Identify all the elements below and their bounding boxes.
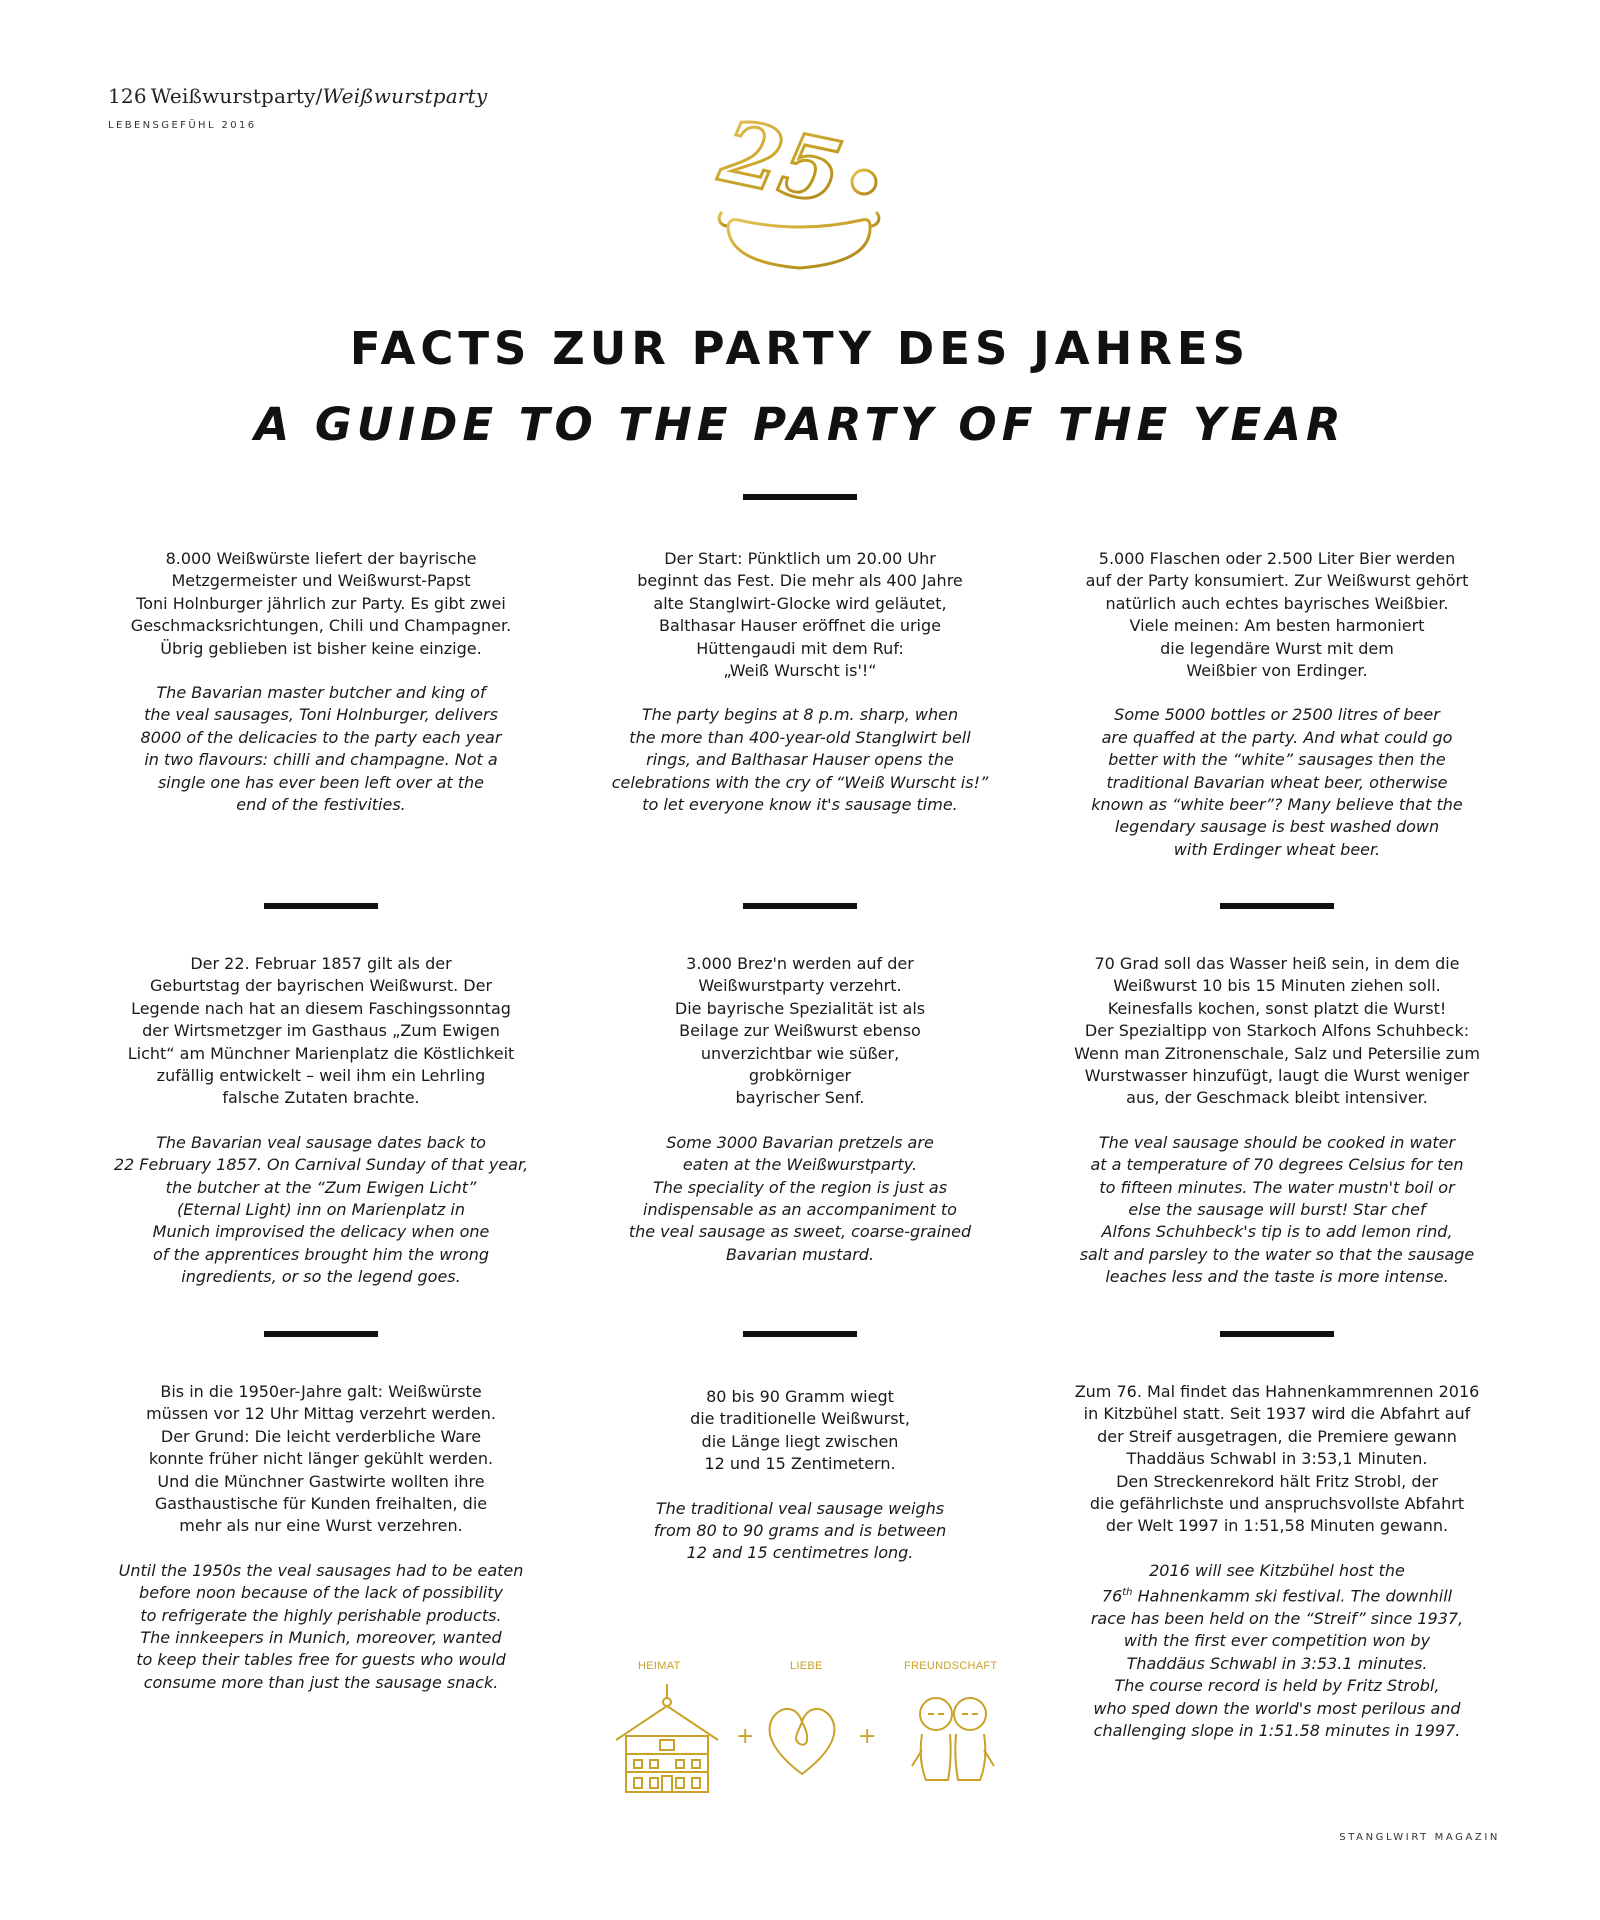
fact-block — [91, 953, 551, 1289]
page-title: FACTS ZUR PARTY DES JAHRES — [349, 322, 1251, 375]
separator: / — [315, 84, 323, 108]
page-subtitle: A GUIDE TO THE PARTY OF THE YEAR — [254, 398, 1346, 451]
running-head — [108, 84, 487, 108]
icon-label-freundschaft: FREUNDSCHAFT — [904, 1660, 998, 1672]
fact-text-en: Some 5000 bottles or 2500 litres of beer are quaffed at the party. And what could go better with the “white” sausages then the traditional Bavarian wheat beer, otherwise known as “white beer”? Many believe that the legendary sausage is best washed down with Erdinger wheat beer. — [1091, 705, 1463, 859]
fact-block — [570, 953, 1030, 1266]
fact-text-en-part: Hahnenkamm ski festival. The downhill race has been held on the “Streif” since 1937, with the first ever competition won by Thaddäus Schwabl in 3:53.1 minutes. The course record is held by Fritz Strobl, who sped down the world's most perilous and challenging slope in 1:51.58 minutes in 1997. — [1090, 1586, 1464, 1741]
fact-block — [570, 1386, 1030, 1565]
fact-block — [91, 548, 551, 816]
fact-block — [1047, 1381, 1507, 1742]
fact-text-en: The Bavarian master butcher and king of the veal sausages, Toni Holnburger, delivers 8000 of the delicacies to the party each year in two flavours: chilli and champagne. Not a single one has ever been left over at the end of the festivities. — [140, 683, 502, 815]
plus-sign: + — [858, 1724, 877, 1749]
row-divider — [1220, 903, 1334, 909]
fact-block — [1047, 953, 1507, 1289]
fact-text-de: 3.000 Brez'n werden auf der Weißwurstparty verzehrt. Die bayrische Spezialität ist als Beilage zur Weißwurst ebenso unverzichtbar wie süßer, grobkörniger bayrischer Senf. — [674, 954, 926, 1108]
fact-text-de: Zum 76. Mal findet das Hahnenkammrennen 2016 in Kitzbühel statt. Seit 1937 wird die Abfahrt auf der Streif ausgetragen, die Premiere gewann Thaddäus Schwabl in 3:53,1 Minuten. Den Streckenrekord hält Fritz Strobl, der die gefährlichste und anspruchsvollste Abfahrt der Welt 1997 in 1:51,58 Minuten gewann. — [1074, 1382, 1480, 1536]
fact-text-en: Some 3000 Bavarian pretzels are eaten at the Weißwurstparty. The speciality of the region is just as indispensable as an accompaniment to the veal sausage as sweet, coarse-grained Bavarian mustard. — [628, 1132, 972, 1264]
title-divider — [743, 494, 857, 500]
row-divider — [743, 903, 857, 909]
fact-text-de: 70 Grad soll das Wasser heiß sein, in dem die Weißwurst 10 bis 15 Minuten ziehen soll. Keinesfalls kochen, sonst platzt die Wurst! Der Spezialtipp von Starkoch Alfons Schuhbeck: Wenn man Zitronenschale, Salz und Petersilie zum Wurstwasser hinzufügt, laugt die Wurst weniger aus, der Geschmack bleibt intensiver. — [1074, 954, 1480, 1108]
two-friends-icon — [908, 1690, 998, 1790]
section-en: Weißwurstparty — [322, 84, 488, 108]
fact-text-en: The traditional veal sausage weighs from 80 to 90 grams and is between 12 and 15 centimetres long. — [653, 1498, 947, 1563]
row-divider — [264, 1331, 378, 1337]
page-header — [108, 84, 487, 131]
fact-text-de: 8.000 Weißwürste liefert der bayrische Metzgermeister und Weißwurst-Papst Toni Holnburger jährlich zur Party. Es gibt zwei Geschmacksrichtungen, Chili und Champagner. Übrig geblieben ist bisher keine einzige. — [130, 549, 512, 658]
row-divider — [264, 903, 378, 909]
fact-text-de: 80 bis 90 Gramm wiegt die traditionelle Weißwurst, die Länge liegt zwischen 12 und 15 Zentimetern. — [690, 1387, 910, 1474]
farmhouse-icon — [612, 1680, 722, 1796]
issue-subline: LEBENSGEFÜHL 2016 — [108, 120, 257, 131]
fact-text-de: Der Start: Pünktlich um 20.00 Uhr beginnt das Fest. Die mehr als 400 Jahre alte Stanglwirt-Glocke wird geläutet, Balthasar Hauser eröffnet die urige Hüttengaudi mit dem Ruf: „Weiß Wurscht is'!“ — [637, 549, 963, 681]
logo-number: 25 — [712, 100, 851, 225]
fact-text-de: Der 22. Februar 1857 gilt als der Geburtstag der bayrischen Weißwurst. Der Legende nach hat an diesem Faschingssonntag der Wirtsmetzger im Gasthaus „Zum Ewigen Licht“ am Münchner Marienplatz die Köstlichkeit zufällig entwickelt – weil ihm ein Lehrling falsche Zutaten brachte. — [127, 954, 515, 1108]
values-icons — [612, 1660, 1012, 1810]
row-divider — [743, 1331, 857, 1337]
heart-icon — [762, 1700, 842, 1780]
magazine-footer: STANGLWIRT MAGAZIN — [1339, 1832, 1500, 1843]
fact-text-en: The party begins at 8 p.m. sharp, when the more than 400-year-old Stanglwirt bell rings, and Balthasar Hauser opens the celebrations with the cry of “Weiß Wurscht is!” to let everyone know it's sausage time. — [611, 705, 989, 815]
fact-block — [91, 1381, 551, 1694]
row-divider — [1220, 1331, 1334, 1337]
fact-text-de: Bis in die 1950er-Jahre galt: Weißwürste müssen vor 12 Uhr Mittag verzehrt werden. Der Grund: Die leicht verderbliche Ware konnte früher nicht länger gekühlt werden. Und die Münchner Gastwirte wollten ihre Gasthaustische für Kunden freihalten, die mehr als nur eine Wurst verzehren. — [146, 1382, 496, 1536]
plus-sign: + — [736, 1724, 755, 1749]
ordinal-suffix: th — [1122, 1587, 1133, 1599]
page-number: 126 — [108, 84, 147, 108]
fact-text-de: 5.000 Flaschen oder 2.500 Liter Bier werden auf der Party konsumiert. Zur Weißwurst gehört natürlich auch echtes bayrisches Weißbier. Viele meinen: Am besten harmoniert die legendäre Wurst mit dem Weißbier von Erdinger. — [1085, 549, 1469, 681]
sausage-25-logo-icon — [712, 100, 892, 300]
fact-text-en: Until the 1950s the veal sausages had to be eaten before noon because of the lack of possibility to refrigerate the highly perishable products. The innkeepers in Munich, moreover, wanted to keep their tables free for guests who would consume more than just the sausage snack. — [118, 1560, 524, 1692]
icon-label-heimat: HEIMAT — [638, 1660, 681, 1672]
fact-text-en — [1047, 1560, 1507, 1743]
fact-block — [570, 548, 1030, 816]
fact-text-en-part: 2016 will see Kitzbühel host the 76 — [1101, 1560, 1405, 1606]
fact-block — [1047, 548, 1507, 861]
icon-label-liebe: LIEBE — [790, 1660, 823, 1672]
fact-text-en: The veal sausage should be cooked in water at a temperature of 70 degrees Celsius for ten to fifteen minutes. The water mustn't boil or else the sausage will burst! Star chef Alfons Schuhbeck's tip is to add lemon rind, salt and parsley to the water so that the sausage leaches less and the taste is more intense. — [1079, 1132, 1475, 1287]
fact-text-en: The Bavarian veal sausage dates back to 22 February 1857. On Carnival Sunday of that year, the butcher at the “Zum Ewigen Licht” (Eternal Light) inn on Marienplatz in Munich improvised the delicacy when one of the apprentices brought him the wrong ingredients, or so the legend goes. — [113, 1132, 529, 1287]
section-de: Weißwurstparty — [150, 84, 316, 108]
